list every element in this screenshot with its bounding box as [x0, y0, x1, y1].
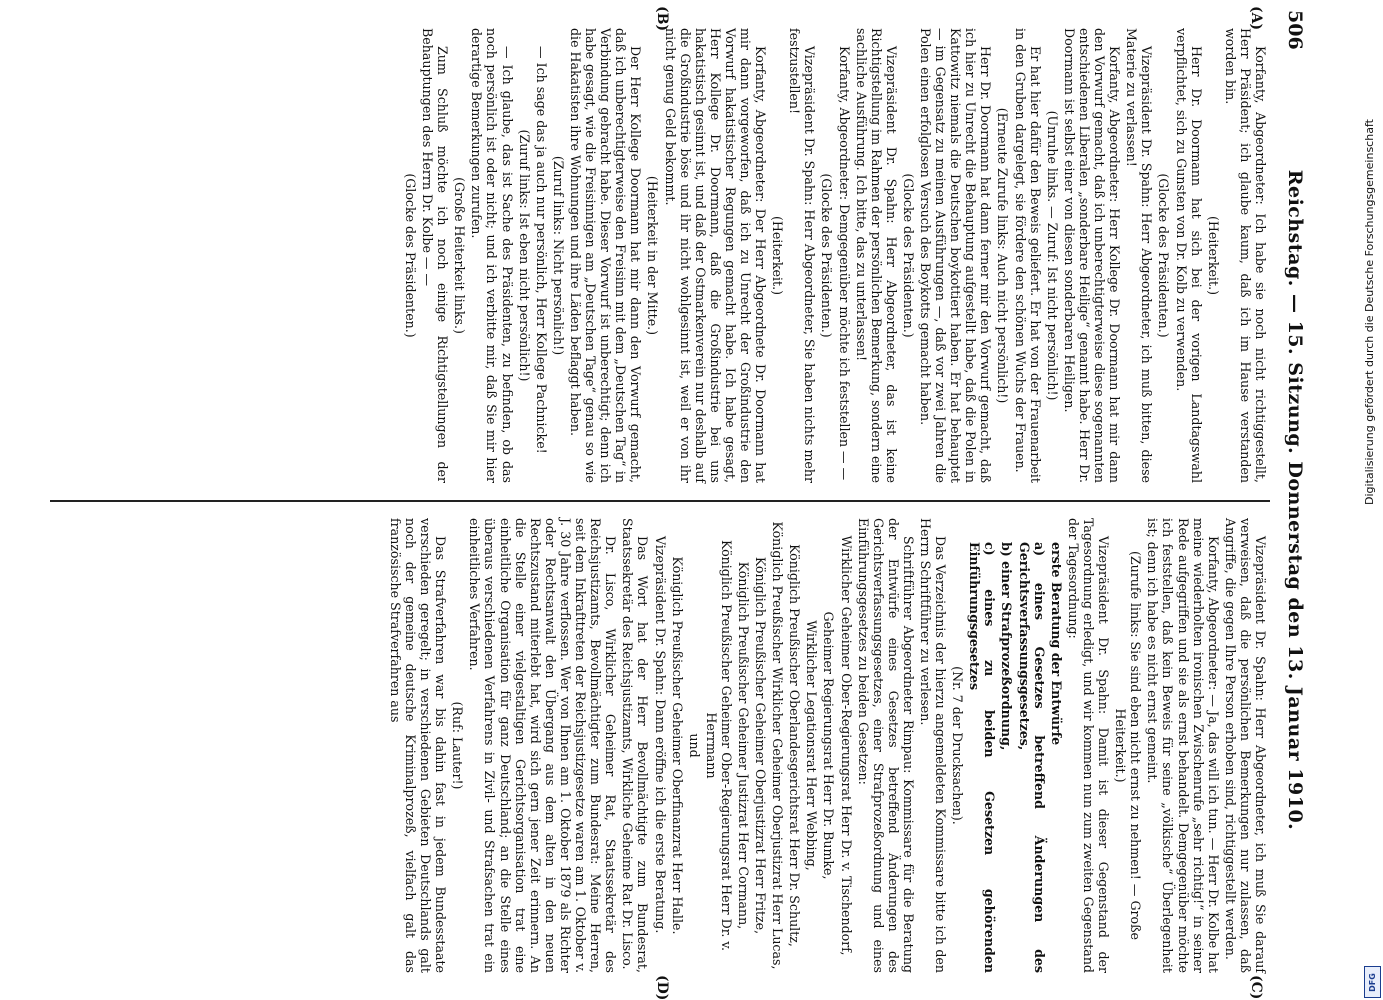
interjection-line: (Glocke des Präsidenten.): [819, 173, 835, 338]
interjection-line: (Erneute Zurufe links: Auch nicht persönlich!): [995, 107, 1011, 404]
interjection-line: Königlich Preußischer Oberlandesgerichtsrat Herr Dr. Schultz,: [787, 544, 803, 947]
interjection-line: (Nr. 7 der Drucksachen).: [950, 666, 966, 825]
margin-marker-d: (D): [654, 975, 670, 1000]
page-number: 506: [1284, 10, 1306, 50]
interjection-line: Königlich Preußischer Wirklicher Geheimer Oberjustizrat Herr Lucas,: [770, 521, 786, 970]
column-divider: [50, 500, 1270, 502]
paragraph: Vizepräsident Dr. Spahn: Herr Abgeordneter, ich muß Sie darauf verweisen, daß die persönlichen Bemerkungen nur zulassen, daß Angriffe, die gegen Ihre Person erhoben sind, richtiggestellt werden.: [1222, 518, 1268, 973]
page-header: [1272, 0, 1312, 1000]
paragraph: Zum Schluß möchte ich noch einige Richtigstellungen der Behauptungen des Herrn Dr. Kolbe — —: [420, 28, 451, 483]
paragraph: Das Verzeichnis der hierzu angemeldeten Kommissare bitte ich den Herrn Schriftführer zu verlesen.: [918, 518, 949, 973]
paragraph: Korfanty, Abgeordneter: — Ja, das will ich tun. — Herr Dr. Kolbe hat meine wiederholten ironischen Zwischenrufe „sehr richtig!“ in seiner Rede aufgegriffen und sie als ernst behandelt. Demgegenüber möchte ich feststellen, daß kein Beweis für seine „völkische“ Überlegenheit ist; denn ich habe es nicht ernst gemeint.: [1145, 518, 1221, 973]
interjection-line: (Zuruf links: Ist eben nicht persönlich!): [516, 129, 532, 382]
paragraph: Vizepräsident Dr. Spahn: Herr Abgeordneter, Sie haben nichts mehr festzustellen!: [787, 28, 818, 483]
margin-marker-c: (C): [1248, 975, 1264, 1000]
paragraph: Der Herr Kollege Doormann hat mir dann den Vorwurf gemacht, daß ich unberechtigterweise den Freisinn mit dem „Deutschen Tag“ in Verbindung gebracht habe. Dieser Vorwurf ist unberechtigt; denn ich habe gesagt, wie die Freisinnigen am „Deutschen Tage“ genau so wie die Hakatisten ihre Wohnungen und ihre Läden beflaggt haben.: [567, 28, 644, 483]
paragraph: Korfanty, Abgeordneter: Herr Kollege Dr. Doormann hat mir dann den Vorwurf gemacht, daß ich unberechtigterweise diese sogenannten entschiedenen Liberalen „sonderbare Heilige“ genannt habe. Herr Dr. Doormann ist selbst einer von diesen sonderbaren Heiligen.: [1061, 28, 1123, 483]
document-page: [50, 0, 1320, 1000]
interjection-line: Wirklicher Geheimer Ober-Regierungsrat Herr Dr. v. Tischendorf,: [838, 535, 854, 956]
interjection-line: (Heiterkeit.): [1205, 216, 1221, 295]
paragraph: Herr Dr. Doormann hat sich bei der vorigen Landtagswahl verpflichtet, sich zu Gunsten von Dr. Kolb zu verwenden.: [1173, 28, 1204, 483]
paragraph: a) eines Gesetzes betreffend Änderungen des Gerichtsverfassungsgesetzes,: [1016, 542, 1047, 973]
interjection-line: (Ruf: Lauter!): [450, 701, 466, 790]
paragraph: b) einer Strafprozeßordnung,: [999, 542, 1015, 751]
interjection-line: (Glocke des Präsidenten.): [403, 173, 419, 338]
margin-marker-a: (A): [1248, 6, 1264, 31]
page-title: Reichstag. — 15. Sitzung. Donnerstag den 13. Januar 1910.: [1284, 169, 1306, 831]
dfg-logo-text: DFG: [1368, 972, 1378, 992]
interjection-line: und: [686, 733, 702, 758]
interjection-line: (Unruhe links. — Zuruf: Ist nicht persönlich!): [1044, 110, 1060, 401]
interjection-line: Königlich Preußischer Geheimer Ober-Regierungsrat Herr Dr. v. Herrmann: [703, 540, 734, 951]
dfg-logo: [1364, 966, 1381, 998]
right-column: [60, 518, 1268, 973]
paragraph: Vizepräsident Dr. Spahn: Dann eröffne ich die erste Beratung.: [652, 536, 668, 934]
interjection-line: Wirklicher Legationsrat Herr Webbing,: [804, 620, 820, 871]
paragraph: Er hat hier dafür den Beweis geliefert. Er hat von der Frauenarbeit in den Gruben dargelegt, sie fördere den schönen Wuchs der Frauen.: [1012, 28, 1043, 483]
paragraph: Dr. Lisco, Wirklicher Geheimer Rat, Staatssekretär des Reichsjustizamts, Bevollmächtigter zum Bundesrat: Meine Herren, seit dem Inkrafttreten der Reichsjustizgesetze waren am 1. Oktober v. J. 30 Jahre verflossen. Wer von Ihnen am 1. Oktober 1879 als Richter oder Rechtsanwalt den Übergang aus dem alten in den neuen Rechtszustand miterlebt hat, wird sich gern jener Zeit erinnern. An die Stelle einer vielgestaltigen Gerichtsorganisation trat eine einheitliche Organisation für ganz Deutschland; an die Stelle eines überaus verschiedenen Verfahrens in Zivil- und Strafsachen trat ein einheitliches Verfahren.: [467, 518, 619, 973]
paragraph: c) eines zu beiden Gesetzen gehörenden Einführungsgesetzes: [967, 542, 998, 973]
funding-note: Digitalisierung gefördert durch die Deutsche Forschungsgemeinschaft: [1363, 119, 1376, 505]
margin-marker-b: (B): [654, 6, 670, 32]
paragraph: Korfanty, Abgeordneter: Ich habe sie noch nicht richtiggestellt, Herr Präsident; ich glaube kaum, daß ich im Hause verstanden worden bin.: [1222, 28, 1268, 483]
paragraph: Vizepräsident Dr. Spahn: Damit ist dieser Gegenstand der Tagesordnung erledigt, und wir kommen nun zum zweiten Gegenstand der Tagesordnung:: [1065, 518, 1112, 973]
paragraph: Schriftführer Abgeordneter Rimpau: Kommissare für die Beratung der Entwürfe eines Gesetzes betreffend Änderungen des Gerichtsverfassungsgesetzes, einer Strafprozeßordnung und eines Einführungsgesetzes zu beiden Gesetzen:: [855, 518, 916, 973]
funding-sidebar: [1361, 0, 1383, 1000]
interjection-line: (Heiterkeit.): [770, 216, 786, 295]
interjection-line: (Zurufe links: Sie sind eben nicht ernst zu nehmen! — Große Heiterkeit.): [1113, 551, 1144, 940]
interjection-line: (Heiterkeit in der Mitte.): [645, 175, 661, 336]
paragraph: Korfanty, Abgeordneter: Demgegenüber möchte ich feststellen — —: [836, 46, 852, 481]
paragraph: erste Beratung der Entwürfe: [1048, 542, 1064, 746]
interjection-line: Geheimer Regierungsrat Herr Dr. Bumke,: [821, 611, 837, 880]
paragraph: Vizepräsident Dr. Spahn: Herr Abgeordneter, ich muß bitten, diese Materie zu verlassen!: [1124, 28, 1155, 483]
paragraph: — Ich glaube, das ist Sache des Präsidenten, zu befinden, ob das noch persönlich ist oder nicht; und ich verbitte mir, daß Sie mir hier derartige Bemerkungen zurufen.: [469, 28, 515, 483]
interjection-line: (Zuruf links: Nicht persönlich!): [550, 155, 566, 356]
paragraph: Das Wort hat der Herr Bevollmächtigte zum Bundesrat, Staatssekretär des Reichsjustizamts, Wirkliche Geheime Rat Dr. Lisco.: [620, 518, 651, 973]
interjection-line: (Glocke des Präsidenten.): [900, 173, 916, 338]
interjection-line: Königlich Preußischer Geheimer Justizrat Herr Cormann,: [736, 561, 751, 930]
paragraph: Das Strafverfahren war bis dahin fast in jedem Bundesstaate verschieden geregelt; in verschiedenen Gebieten Deutschlands galt noch der gemeine deutsche Kriminalprozeß, vielfach galt das französische Strafverfahren aus: [387, 518, 449, 973]
paragraph: Korfanty, Abgeordneter: Der Herr Abgeordnete Dr. Doormann hat mir dann vorgeworfen, daß ich zu Unrecht der Großindustrie den Vorwurf hakatistischer Regungen gemacht habe. Ich habe gesagt, Herr Kollege Dr. Doormann, daß die Großindustrie bei uns hakatistisch gesinnt ist, und daß der Ostmarkenverein nur deshalb auf die Großindustrie böse und ihr nicht wohlgesinnt ist, weil er von ihr nicht genug Geld bekommt.: [662, 28, 769, 483]
interjection-line: Königlich Preußischer Geheimer Oberfinanzrat Herr Halle.: [669, 556, 685, 935]
paragraph: Vizepräsident Dr. Spahn: Herr Abgeordneter, das ist keine Richtigstellung im Rahmen der persönlichen Bemerkung, sondern eine sachliche Ausführung. Ich bitte, das zu unterlassen!: [853, 28, 899, 483]
left-column: [60, 28, 1268, 483]
interjection-line: (Glocke des Präsidenten.): [1156, 173, 1172, 338]
interjection-line: Königlich Preußischer Geheimer Oberjustizrat Herr Fritze,: [753, 556, 769, 935]
interjection-line: (Große Heiterkeit links.): [452, 177, 468, 334]
paragraph: Herr Dr. Doormann hat dann ferner mir den Vorwurf gemacht, daß ich hier zu Unrecht die Behauptung aufgestellt habe, daß die Polen in Kattowitz niemals die Deutschen boykottiert haben. Er hat behauptet — im Gegensatz zu meinen Ausführungen —, daß vor zwei Jahren die Polen einen erfolglosen Versuch des Boykotts gemacht haben.: [918, 28, 994, 483]
paragraph: — Ich sage das ja auch nur persönlich, Herr Kollege Pachnicke!: [533, 46, 549, 454]
